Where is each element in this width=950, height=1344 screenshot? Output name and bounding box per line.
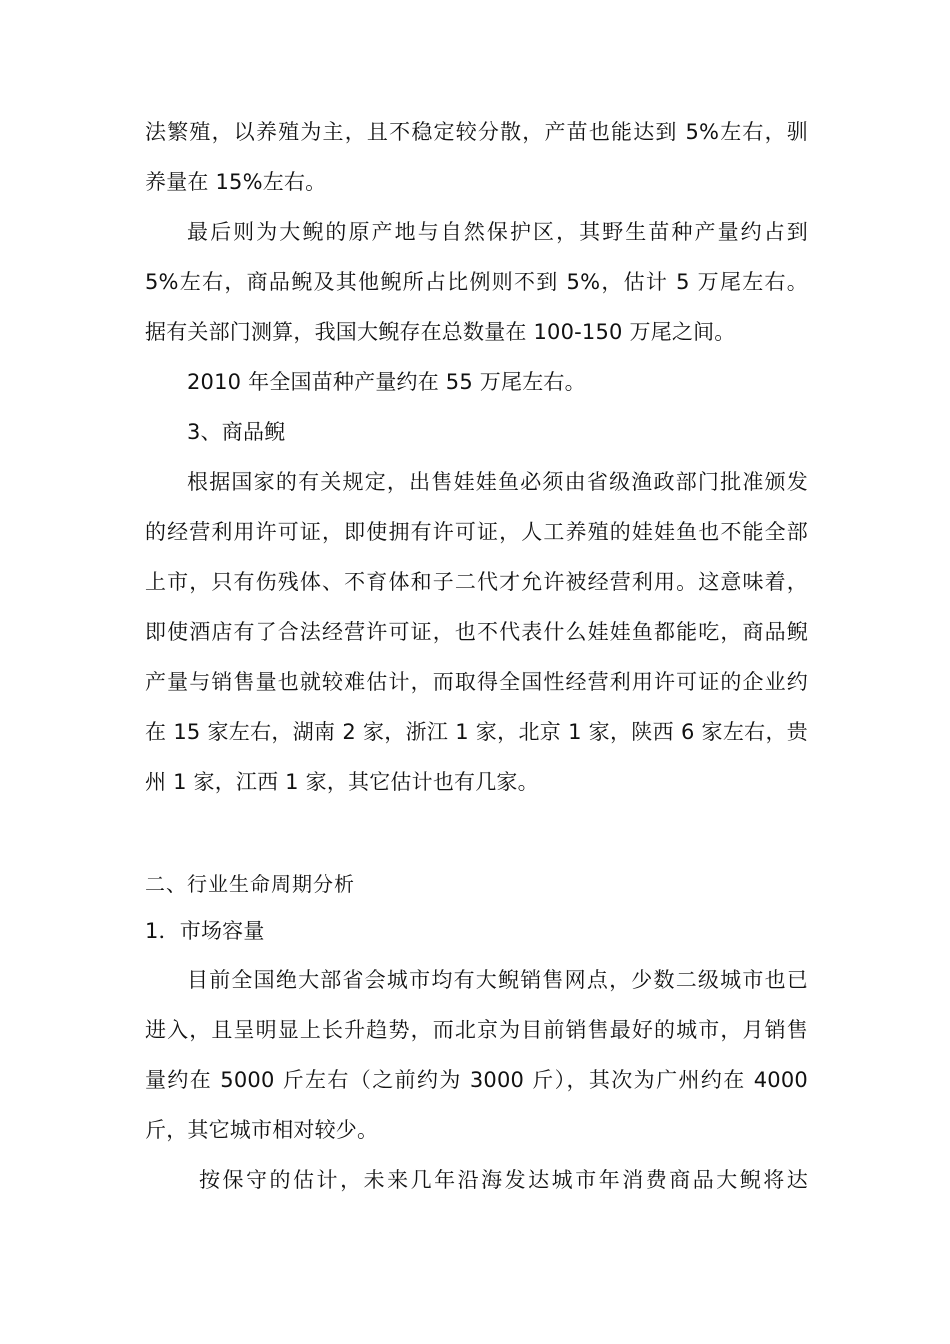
section-heading: 二、行业生命周期分析 xyxy=(145,872,355,896)
paragraph-line: 上市，只有伤残体、不育体和子二代才允许被经营利用。这意味着， xyxy=(145,570,808,594)
paragraph-line: 进入，且呈明显上长升趋势，而北京为目前销售最好的城市，月销售 xyxy=(145,1018,808,1042)
paragraph-line: 州 1 家，江西 1 家，其它估计也有几家。 xyxy=(145,770,539,794)
paragraph-line: 养量在 15%左右。 xyxy=(145,170,327,194)
paragraph-line: 2010 年全国苗种产量约在 55 万尾左右。 xyxy=(187,370,586,394)
paragraph-line: 斤，其它城市相对较少。 xyxy=(145,1118,379,1142)
paragraph-line: 即使酒店有了合法经营许可证，也不代表什么娃娃鱼都能吃，商品鲵 xyxy=(145,620,808,644)
paragraph-line: 5%左右，商品鲵及其他鲵所占比例则不到 5%，估计 5 万尾左右。 xyxy=(145,270,808,294)
paragraph-line: 的经营利用许可证，即使拥有许可证，人工养殖的娃娃鱼也不能全部 xyxy=(145,520,808,544)
paragraph-line: 按保守的估计，未来几年沿海发达城市年消费商品大鲵将达 xyxy=(199,1168,808,1192)
section-subheading: 1．市场容量 xyxy=(145,919,265,943)
section-subheading: 3、商品鲵 xyxy=(187,420,286,444)
paragraph-line: 法繁殖，以养殖为主，且不稳定较分散，产苗也能达到 5%左右，驯 xyxy=(145,120,808,144)
paragraph-line: 产量与销售量也就较难估计，而取得全国性经营利用许可证的企业约 xyxy=(145,670,808,694)
paragraph-line: 根据国家的有关规定，出售娃娃鱼必须由省级渔政部门批准颁发 xyxy=(187,470,808,494)
paragraph-line: 量约在 5000 斤左右（之前约为 3000 斤），其次为广州约在 4000 xyxy=(145,1068,808,1092)
paragraph-line: 据有关部门测算，我国大鲵存在总数量在 100-150 万尾之间。 xyxy=(145,320,736,344)
paragraph-line: 目前全国绝大部省会城市均有大鲵销售网点，少数二级城市也已 xyxy=(187,968,808,992)
paragraph-line: 最后则为大鲵的原产地与自然保护区，其野生苗种产量约占到 xyxy=(187,220,808,244)
paragraph-line: 在 15 家左右，湖南 2 家，浙江 1 家，北京 1 家，陕西 6 家左右，贵 xyxy=(145,720,808,744)
